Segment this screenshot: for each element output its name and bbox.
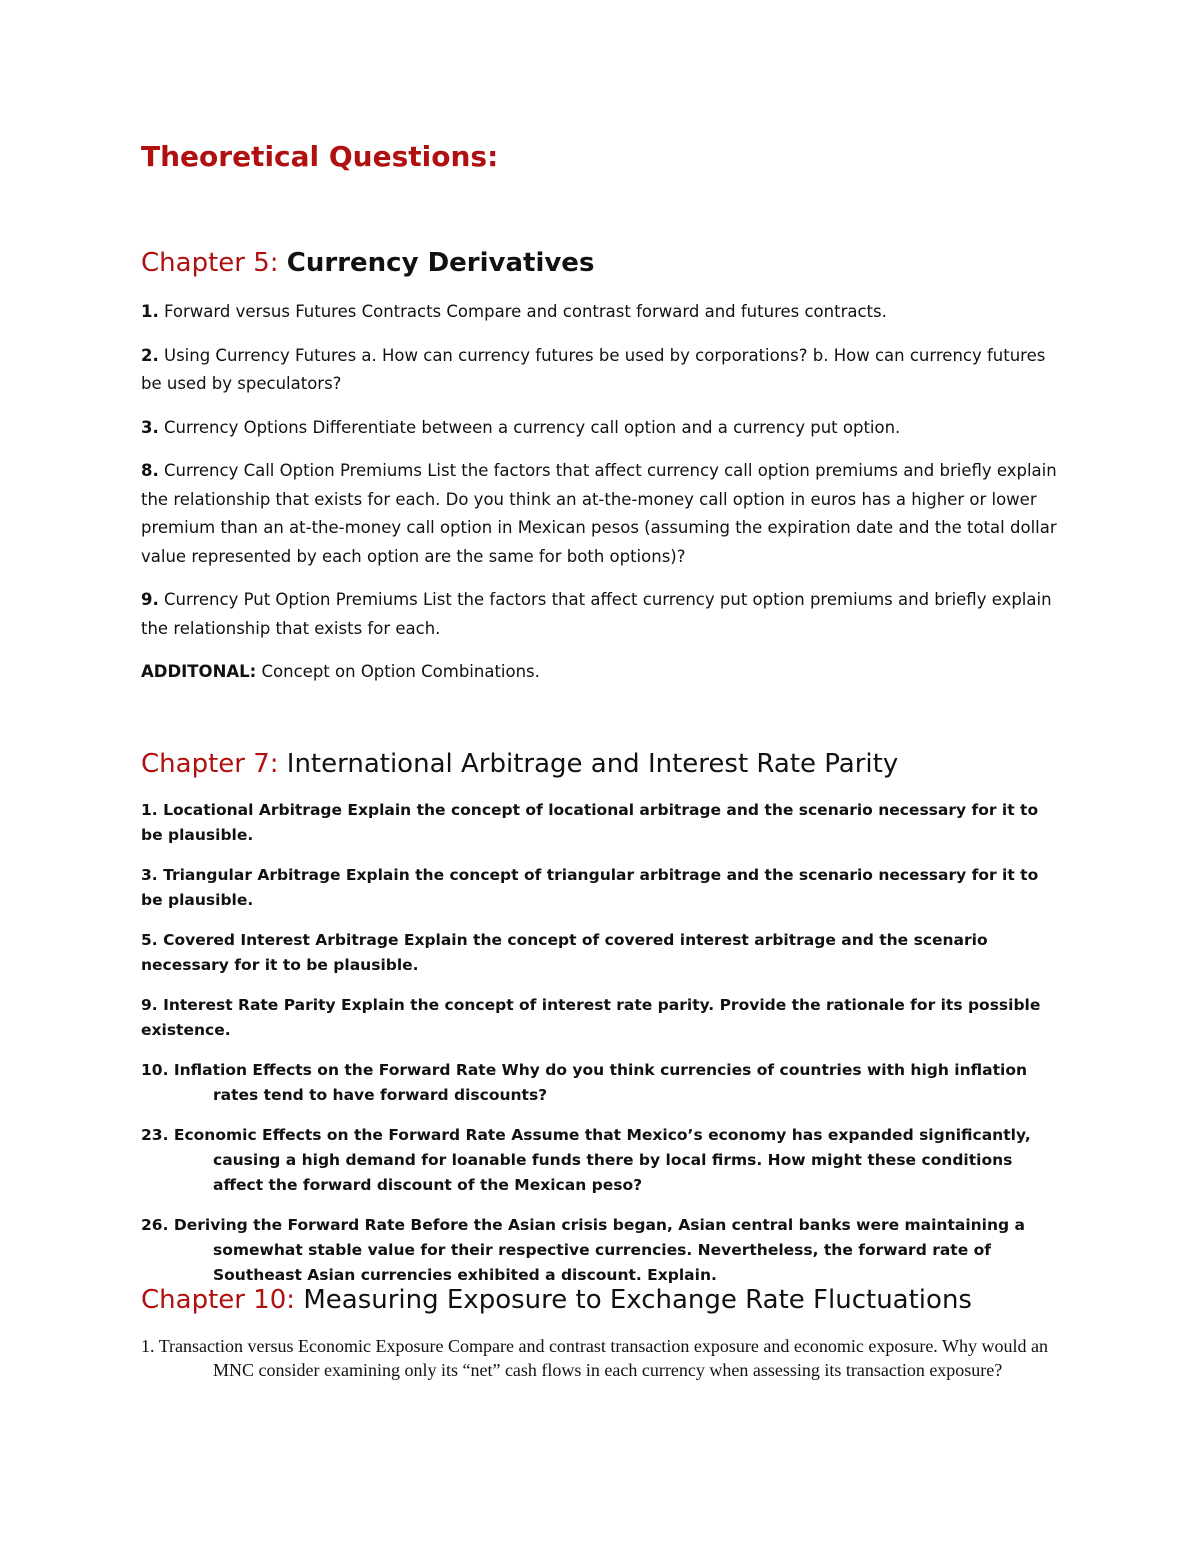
chapter-7-questions	[141, 798, 1061, 1288]
question-text: Deriving the Forward Rate Before the Asian crisis began, Asian central banks were maintaining a somewhat stable value for their respective currencies. Nevertheless, the forward rate of Southeast Asian currencies exhibited a discount. Explain.	[173, 1216, 1025, 1284]
question-text: Triangular Arbitrage Explain the concept of triangular arbitrage and the scenario necessary for it to be plausible.	[141, 866, 1039, 909]
question-text: Transaction versus Economic Exposure Compare and contrast transaction exposure and economic exposure. Why would an MNC consider examining only its “net” cash flows in each currency when assessing its transaction exposure?	[158, 1336, 1048, 1380]
question-number: 9.	[141, 590, 159, 609]
question-number: 2.	[141, 345, 159, 365]
chapter-7-heading	[141, 749, 898, 779]
additional-label: ADDITONAL:	[141, 662, 257, 681]
chapter-10-heading	[141, 1285, 972, 1315]
question-item	[141, 1123, 1061, 1198]
chapter-5-questions	[141, 298, 1061, 687]
question-item	[141, 863, 1061, 913]
question-item	[141, 1058, 1061, 1108]
question-item	[141, 798, 1061, 848]
additional-text: Concept on Option Combinations.	[261, 662, 540, 681]
chapter-5-title: Currency Derivatives	[286, 248, 595, 278]
question-text: Currency Put Option Premiums List the factors that affect currency put option premiums and briefly explain the relationship that exists for each.	[141, 590, 1052, 638]
additional-note	[141, 658, 1061, 687]
question-number: 3.	[141, 417, 159, 437]
question-text: Currency Options Differentiate between a currency call option and a currency put option.	[164, 417, 901, 437]
question-item	[141, 414, 1061, 443]
chapter-7-title: International Arbitrage and Interest Rate Parity	[286, 749, 899, 779]
chapter-10-questions	[141, 1334, 1061, 1382]
question-item	[141, 586, 1061, 643]
question-number: 8.	[141, 461, 159, 480]
chapter-10-label: Chapter 10:	[141, 1285, 296, 1315]
question-text: Locational Arbitrage Explain the concept of locational arbitrage and the scenario necessary for it to be plausible.	[141, 801, 1039, 844]
question-item	[141, 457, 1061, 571]
question-item	[141, 993, 1061, 1043]
question-number: 5.	[141, 931, 158, 949]
question-text: Inflation Effects on the Forward Rate Why do you think currencies of countries with high inflation rates tend to have forward discounts?	[173, 1061, 1028, 1104]
question-text: Using Currency Futures a. How can currency futures be used by corporations? b. How can currency futures be used by speculators?	[141, 345, 1046, 393]
question-text: Covered Interest Arbitrage Explain the concept of covered interest arbitrage and the scenario necessary for it to be plausible.	[141, 931, 988, 974]
page-title: Theoretical Questions:	[141, 140, 499, 173]
question-text: Currency Call Option Premiums List the factors that affect currency call option premiums and briefly explain the relationship that exists for each. Do you think an at-the-money call option in euros has a higher or lower premium than an at-the-money call option in Mexican pesos (assuming the expiration date and the total dollar value represented by each option are the same for both options)?	[141, 461, 1057, 566]
question-number: 23.	[141, 1126, 169, 1144]
chapter-5-label: Chapter 5:	[141, 248, 279, 278]
chapter-5-heading	[141, 248, 594, 278]
chapter-10-title: Measuring Exposure to Exchange Rate Fluctuations	[303, 1285, 972, 1315]
question-text: Forward versus Futures Contracts Compare and contrast forward and futures contracts.	[164, 302, 887, 321]
question-number: 1.	[141, 302, 159, 321]
question-item	[141, 1334, 1061, 1382]
question-number: 3.	[141, 866, 158, 884]
question-text: Economic Effects on the Forward Rate Assume that Mexico’s economy has expanded significantly, causing a high demand for loanable funds there by local firms. How might these conditions affect the forward discount of the Mexican peso?	[173, 1126, 1031, 1194]
chapter-7-label: Chapter 7:	[141, 749, 279, 779]
question-item	[141, 928, 1061, 978]
question-number: 1.	[141, 801, 158, 819]
question-number: 9.	[141, 996, 158, 1014]
question-item	[141, 342, 1061, 399]
question-item	[141, 1213, 1061, 1288]
question-number: 1.	[141, 1336, 155, 1356]
question-item	[141, 298, 1061, 327]
question-number: 10.	[141, 1061, 169, 1079]
question-number: 26.	[141, 1216, 169, 1234]
question-text: Interest Rate Parity Explain the concept of interest rate parity. Provide the rationale for its possible existence.	[141, 996, 1041, 1039]
